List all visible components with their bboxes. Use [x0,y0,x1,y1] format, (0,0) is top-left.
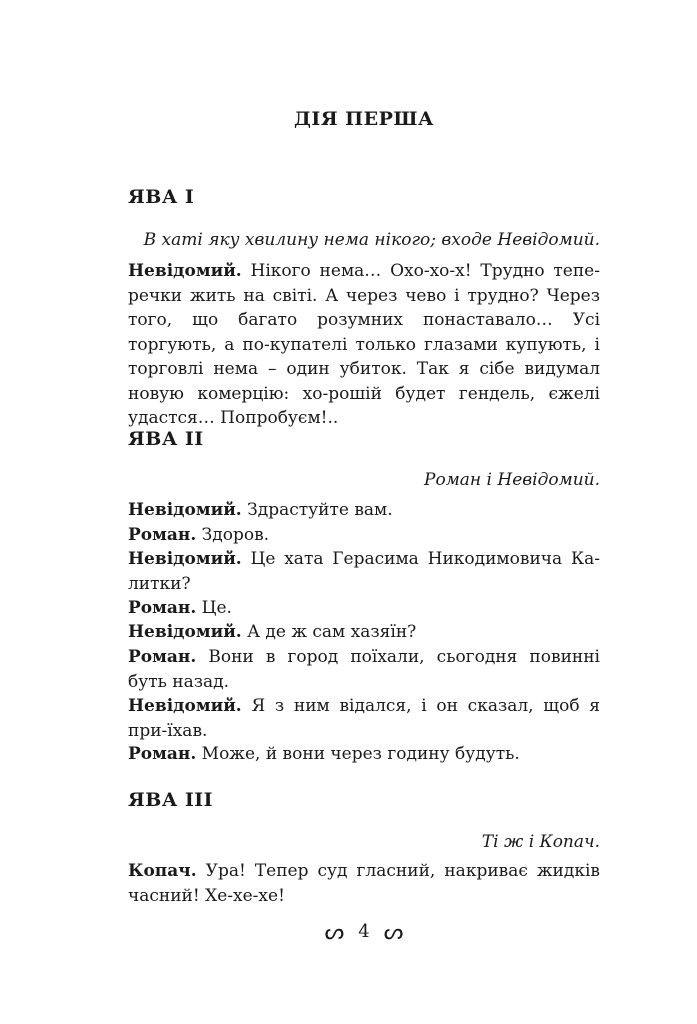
line-text: Ура! Тепер суд гласний, накриває жидків часний! Хе-хе-хе! [128,861,600,906]
line-text: Здрастуйте вам. [241,500,393,520]
scene-1-stage-direction: В хаті яку хвилину нема нікого; входе Невідомий. [143,230,600,250]
line-text: Нікого нема… Охо-хо-х! Трудно тепе-речки жить на світі. А через чево і трудно? Через того, що багато розумних понаставало… Усі торгують, а по-купателі только глазами купують, і торговлі нема – один убиток. Так я сібе видумал новую комерцію: хо-рошій будет гендель, єжелі удастся… Попробуєм!.. [128,261,600,428]
line-text: Може, й вони через годину будуть. [196,744,520,764]
speaker-name: Невідомий. [128,696,242,716]
scene-2-line [128,742,600,767]
speaker-name: Копач. [128,861,197,881]
scene-2-line [128,523,600,548]
scene-2-line [128,694,600,743]
scene-2-line [128,620,600,645]
scene-2-stage-direction: Роман і Невідомий. [424,470,600,490]
scene-2-title: ЯВА II [128,428,204,450]
line-text: Я з ним відался, і он сказал, щоб я при-їхав. [128,696,600,741]
book-page [128,0,600,1024]
speaker-name: Роман. [128,598,197,618]
scene-1-line [128,259,600,431]
line-text: Це хата Герасима Никодимовича Ка-литки? [128,549,600,594]
scene-3-line [128,859,600,908]
scene-2-line [128,498,600,523]
line-text: Вони в город поїхали, сьогодня повинні буть назад. [128,647,600,692]
scene-1-title: ЯВА I [128,186,195,208]
speaker-name: Роман. [128,744,197,764]
scene-2-line [128,645,600,694]
speaker-name: Невідомий. [128,500,242,520]
page-number: 4 [358,921,370,942]
scene-3-title: ЯВА III [128,789,214,811]
speaker-name: Роман. [128,647,197,667]
page-footer [128,920,600,945]
ornament-right-icon: ᔕ [383,920,404,945]
scene-2-line [128,547,600,596]
speaker-name: Невідомий. [128,622,242,642]
act-title: ДІЯ ПЕРША [294,108,434,130]
ornament-left-icon: ᔕ [324,920,345,945]
speaker-name: Роман. [128,525,197,545]
line-text: А де ж сам хазяїн? [241,622,417,642]
speaker-name: Невідомий. [128,549,242,569]
scene-3-stage-direction: Ті ж і Копач. [481,832,600,852]
scene-2-line [128,596,600,621]
speaker-name: Невідомий. [128,261,242,281]
line-text: Здоров. [196,525,270,545]
line-text: Це. [196,598,232,618]
